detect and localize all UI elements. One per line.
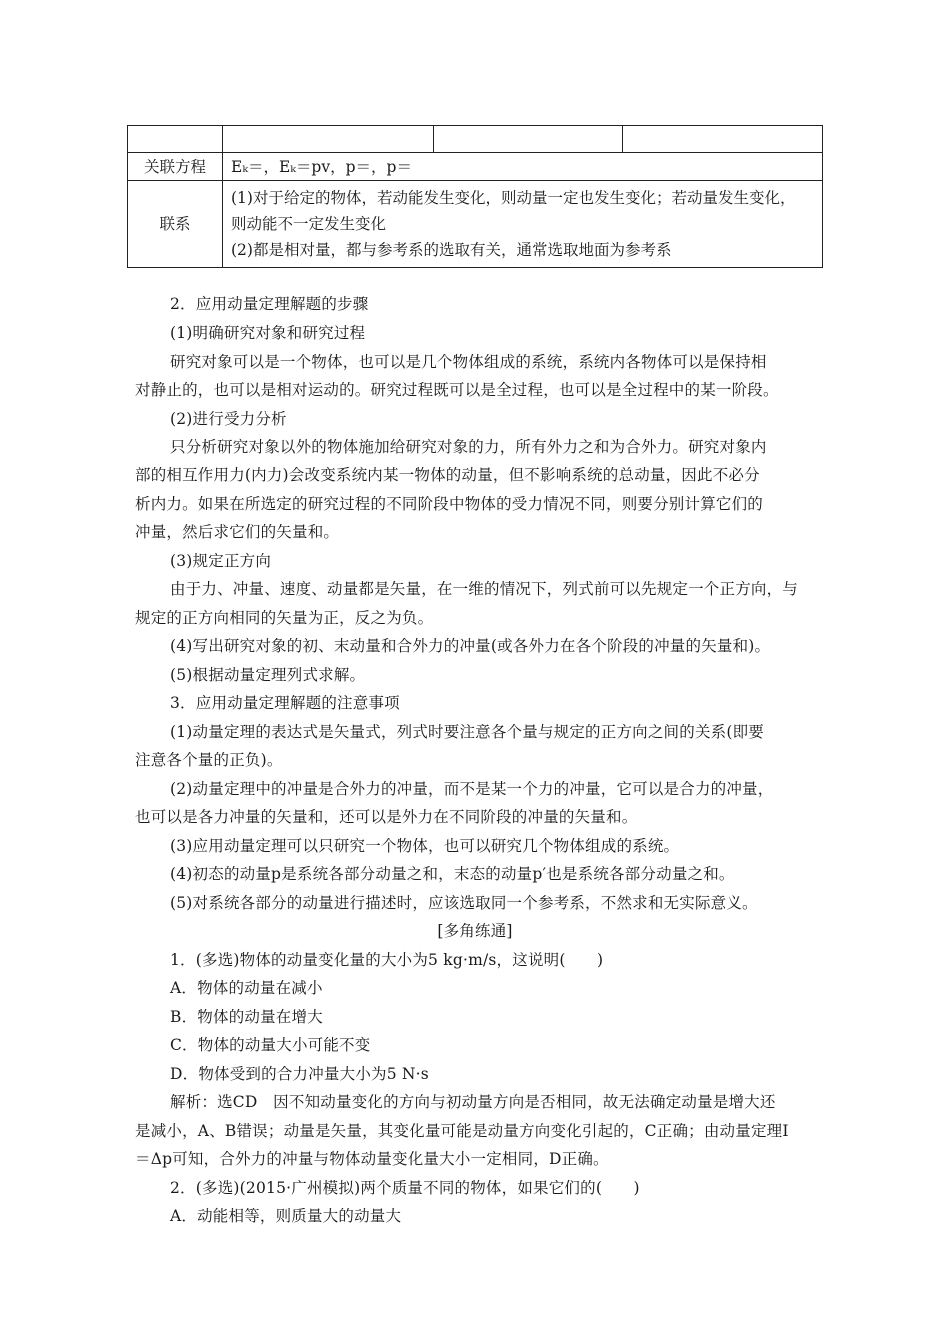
option-d: D．物体受到的合力冲量大小为5 N·s (170, 1065, 429, 1083)
option-c: C．物体的动量大小可能不变 (170, 1036, 371, 1054)
option-a: A．物体的动量在减小 (170, 979, 323, 997)
relation-cell (223, 181, 823, 268)
relation-line-3: (2)都是相对量，都与参考系的选取有关，通常选取地面为参考系 (231, 241, 672, 259)
paragraph-line: 规定的正方向相同的矢量为正，反之为负。 (135, 609, 434, 627)
option-b: B．物体的动量在增大 (170, 1008, 323, 1026)
paragraph-line: 析内力。如果在所选定的研究过程的不同阶段中物体的受力情况不同，则要分别计算它们的 (135, 495, 764, 513)
table-row-equations (128, 153, 823, 181)
table-row-empty (128, 126, 823, 153)
step-heading: (4)写出研究对象的初、末动量和合外力的冲量(或各外力在各个阶段的冲量的矢量和)。 (170, 637, 771, 655)
paragraph-line: (5)对系统各部分的动量进行描述时，应该选取同一个参考系，不然求和无实际意义。 (170, 894, 758, 912)
equations-cell: Eₖ＝，Eₖ＝pv，p＝，p＝ (223, 153, 823, 181)
paragraph-line: (3)应用动量定理可以只研究一个物体，也可以研究几个物体组成的系统。 (170, 837, 680, 855)
paragraph-line: (2)动量定理中的冲量是合外力的冲量，而不是某一个力的冲量，它可以是合力的冲量， (170, 780, 774, 798)
paragraph-line: 由于力、冲量、速度、动量都是矢量，在一维的情况下，列式前可以先规定一个正方向，与 (170, 580, 799, 598)
paragraph-line: 研究对象可以是一个物体，也可以是几个物体组成的系统，系统内各物体可以是保持相 (170, 353, 767, 371)
table-cell (128, 126, 223, 153)
section-heading: 2．应用动量定理解题的步骤 (170, 295, 369, 313)
solution-line: 是减小，A、B错误；动量是矢量，其变化量可能是动量方向变化引起的，C正确；由动量定理I (135, 1122, 789, 1140)
paragraph-line: (1)动量定理的表达式是矢量式，列式时要注意各个量与规定的正方向之间的关系(即要 (170, 723, 765, 741)
relation-line-1: (1)对于给定的物体，若动能发生变化，则动量一定也发生变化；若动量发生变化， (231, 189, 796, 207)
question-1: 1．(多选)物体的动量变化量的大小为5 kg·m/s，这说明( ) (170, 951, 604, 969)
paragraph-line: 冲量，然后求它们的矢量和。 (135, 523, 340, 541)
paragraph-line: 对静止的，也可以是相对运动的。研究过程既可以是全过程，也可以是全过程中的某一阶段。 (135, 381, 779, 399)
paragraph-line: 部的相互作用力(内力)会改变系统内某一物体的动量，但不影响系统的总动量，因此不必分 (135, 466, 760, 484)
step-heading: (1)明确研究对象和研究过程 (170, 324, 366, 342)
row-label-equations: 关联方程 (128, 153, 223, 181)
table-row-relation (128, 181, 823, 268)
step-heading: (3)规定正方向 (170, 552, 272, 570)
row-label-relation: 联系 (128, 181, 223, 268)
table-cell (623, 126, 823, 153)
table-cell (223, 126, 434, 153)
paragraph-line: 注意各个量的正负)。 (135, 751, 283, 769)
paragraph-line: 只分析研究对象以外的物体施加给研究对象的力，所有外力之和为合外力。研究对象内 (170, 438, 767, 456)
option-a: A．动能相等，则质量大的动量大 (170, 1207, 402, 1225)
solution-line: 解析：选CD 因不知动量变化的方向与初动量方向是否相同，故无法确定动量是增大还 (170, 1093, 776, 1111)
question-2: 2．(多选)(2015·广州模拟)两个质量不同的物体，如果它们的( ) (170, 1179, 640, 1197)
paragraph-line: (4)初态的动量p是系统各部分动量之和，末态的动量p′也是系统各部分动量之和。 (170, 865, 735, 883)
step-heading: (5)根据动量定理列式求解。 (170, 666, 366, 684)
paragraph-line: 也可以是各力冲量的矢量和，还可以是外力在不同阶段的冲量的矢量和。 (135, 808, 638, 826)
section-heading: 3．应用动量定理解题的注意事项 (170, 694, 400, 712)
solution-line: ＝Δp可知，合外力的冲量与物体动量变化量大小一定相同，D正确。 (135, 1150, 609, 1168)
comparison-table (127, 125, 823, 268)
table-cell (434, 126, 623, 153)
exercise-heading: [多角练通] (437, 922, 513, 940)
relation-line-2: 则动能不一定发生变化 (231, 215, 387, 233)
step-heading: (2)进行受力分析 (170, 410, 287, 428)
